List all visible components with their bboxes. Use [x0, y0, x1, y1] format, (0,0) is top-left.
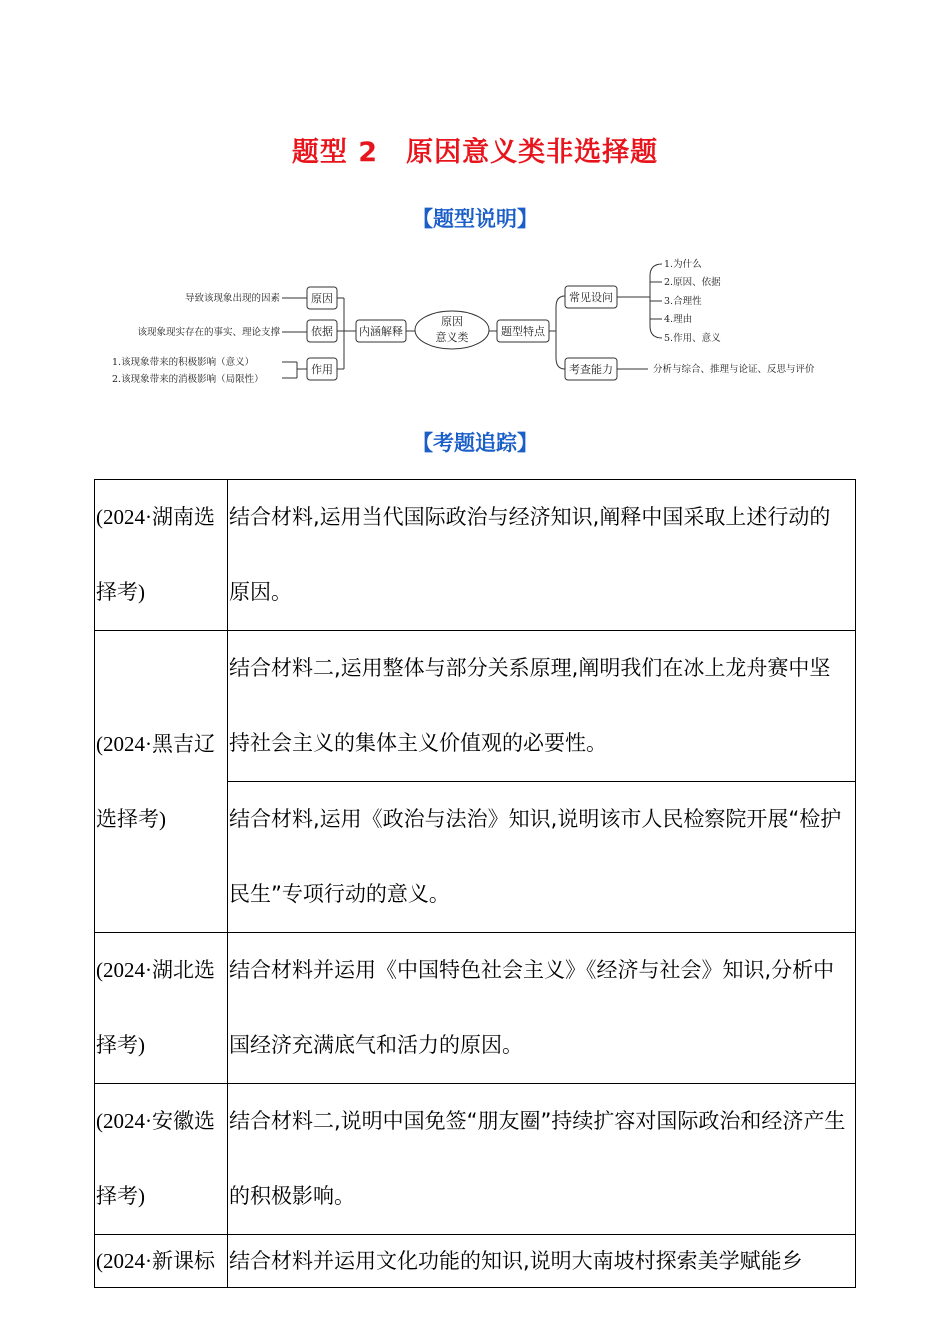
node-connotation: 内涵解释	[359, 325, 403, 338]
question-source: (2024·湖南选择考)	[95, 480, 228, 631]
node-ability: 考查能力	[569, 363, 613, 376]
question-text: 结合材料并运用文化功能的知识,说明大南坡村探索美学赋能乡	[228, 1235, 856, 1288]
question-source: (2024·安徽选择考)	[95, 1084, 228, 1235]
section-heading-track: 【考题追踪】	[412, 431, 538, 455]
node-features: 题型特点	[501, 325, 545, 338]
node-cause: 原因	[311, 292, 333, 305]
node-common-q: 常见设问	[569, 291, 613, 304]
section-heading-explain: 【题型说明】	[412, 207, 538, 231]
common-item-3: 3.合理性	[664, 296, 702, 307]
table-row	[95, 631, 856, 782]
question-text: 结合材料并运用《中国特色社会主义》《经济与社会》知识,分析中国经济充满底气和活力的原因。	[228, 933, 856, 1084]
center-line-1: 原因	[441, 315, 463, 328]
effect-desc-1: 1.该现象带来的积极影响（意义）	[112, 357, 255, 368]
question-table	[94, 479, 856, 1288]
cause-desc: 导致该现象出现的因素	[184, 293, 280, 304]
basis-desc: 该现象现实存在的事实、理论支撑	[137, 327, 280, 338]
table-row	[95, 480, 856, 631]
table-row	[95, 1084, 856, 1235]
common-item-2: 2.原因、依据	[664, 277, 721, 288]
question-text: 结合材料,运用当代国际政治与经济知识,阐释中国采取上述行动的原因。	[228, 480, 856, 631]
question-text: 结合材料二,说明中国免签“朋友圈”持续扩容对国际政治和经济产生的积极影响。	[228, 1084, 856, 1235]
ability-desc: 分析与综合、推理与论证、反思与评价	[653, 364, 815, 375]
mind-map	[110, 252, 845, 397]
question-source: (2024·黑吉辽选择考)	[95, 631, 228, 933]
table-row	[95, 1235, 856, 1288]
question-source: (2024·湖北选择考)	[95, 933, 228, 1084]
effect-desc-2: 2.该现象带来的消极影响（局限性）	[112, 374, 264, 385]
common-item-4: 4.理由	[664, 314, 693, 325]
question-text: 结合材料二,运用整体与部分关系原理,阐明我们在冰上龙舟赛中坚持社会主义的集体主义价值观的必要性。	[228, 631, 856, 782]
node-effect: 作用	[311, 363, 333, 376]
common-item-5: 5.作用、意义	[664, 333, 721, 344]
table-row	[95, 933, 856, 1084]
common-item-1: 1.为什么	[664, 259, 702, 270]
question-text: 结合材料,运用《政治与法治》知识,说明该市人民检察院开展“检护民生”专项行动的意义。	[228, 782, 856, 933]
center-line-2: 意义类	[435, 331, 469, 344]
question-source: (2024·新课标	[95, 1235, 228, 1288]
page-title: 题型 2 原因意义类非选择题	[291, 137, 659, 168]
node-basis: 依据	[311, 325, 333, 338]
